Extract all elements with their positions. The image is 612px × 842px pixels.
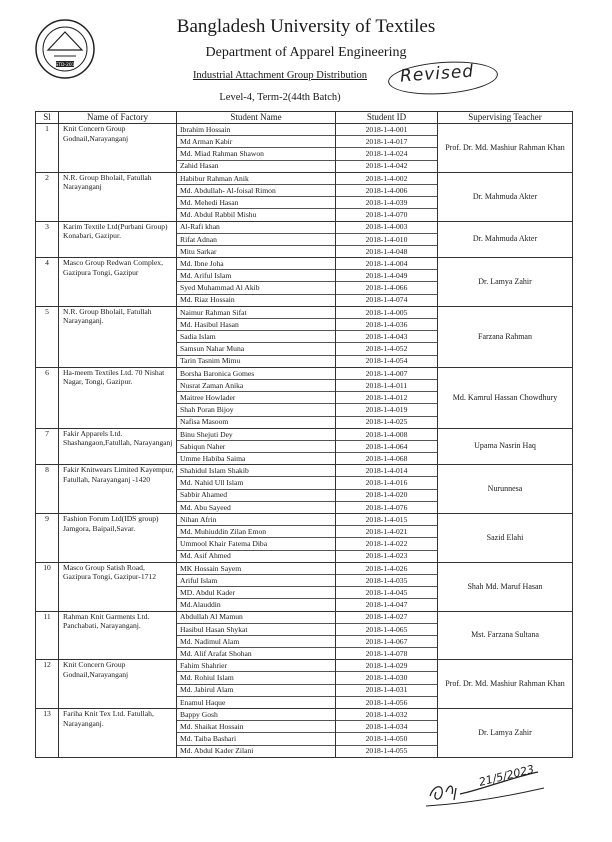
factory-cell: Fashion Forum Ltd(IDS group) Jamgora, Baipail,Savar.	[59, 514, 177, 563]
student-name: Syed Muhammad Al Akib	[177, 282, 335, 294]
student-name: Md.Alauddin	[180, 600, 221, 610]
batch-level: Level-4, Term-2(44th Batch)	[219, 92, 341, 103]
student-id-cell	[336, 306, 438, 367]
student-name: Borsha Baronica Gomes	[177, 368, 335, 380]
student-name: Ibrahim Hossain	[177, 124, 335, 136]
student-name: Habibur Rahman Anik	[177, 173, 335, 185]
student-name: Samsun Nahar Muna	[177, 343, 335, 355]
student-id: 2018-1-4-065	[336, 624, 437, 636]
document-subtitle: Industrial Attachment Group Distribution	[192, 70, 368, 81]
supervising-teacher-cell: Upama Nasrin Haq	[438, 428, 573, 465]
student-name: Hasibul Hasan Shykat	[177, 624, 335, 636]
col-header-student-id: Student ID	[336, 112, 438, 124]
student-id: 2018-1-4-050	[336, 733, 437, 745]
table-row	[36, 611, 573, 660]
student-name: Rifat Adnan	[177, 234, 335, 246]
student-id: 2018-1-4-016	[336, 477, 437, 489]
student-id: 2018-1-4-068	[365, 453, 408, 463]
student-name-cell	[177, 709, 336, 758]
col-header-factory: Name of Factory	[59, 112, 177, 124]
serial-cell: 7	[36, 428, 59, 465]
student-name-cell	[177, 611, 336, 660]
factory-cell: N.R. Group Bholail, Fatullah Narayanganj	[59, 172, 177, 221]
student-name: Md. Rohiul Islam	[177, 672, 335, 684]
student-name: MD. Abdul Kader	[177, 587, 335, 599]
factory-cell: Fariha Knit Tex Ltd. Fatullah, Narayanganj.	[59, 709, 177, 758]
serial-cell: 13	[36, 709, 59, 758]
student-name: Md. Abdul Kader Zilani	[180, 746, 254, 756]
table-row	[36, 465, 573, 514]
student-name: Nusrat Zaman Anika	[177, 380, 335, 392]
serial-cell: 5	[36, 306, 59, 367]
handwritten-signature	[420, 758, 550, 818]
serial-cell: 8	[36, 465, 59, 514]
student-id: 2018-1-4-002	[336, 173, 437, 185]
student-id: 2018-1-4-076	[365, 502, 408, 512]
student-name: Md. Alif Arafat Shohan	[180, 648, 252, 658]
student-id: 2018-1-4-043	[336, 331, 437, 343]
student-id: 2018-1-4-010	[336, 234, 437, 246]
student-name-cell	[177, 428, 336, 465]
student-id: 2018-1-4-022	[336, 538, 437, 550]
student-id-cell	[336, 562, 438, 611]
revised-note: Revised	[399, 61, 475, 87]
student-id: 2018-1-4-055	[365, 746, 408, 756]
student-name: Md. Shaikat Hossain	[177, 721, 335, 733]
student-name: Fahim Shahrier	[177, 660, 335, 672]
student-name: Md. Mehedi Hasan	[177, 197, 335, 209]
student-name: Md. Riaz Hossain	[180, 295, 235, 305]
student-id: 2018-1-4-030	[336, 672, 437, 684]
student-id-cell	[336, 124, 438, 173]
student-name: Enamul Haque	[180, 697, 226, 707]
student-id: 2018-1-4-007	[336, 368, 437, 380]
student-name: Md. Taiba Bashari	[177, 733, 335, 745]
student-name-cell	[177, 306, 336, 367]
seal-text: ESTD-2010	[52, 63, 78, 68]
factory-cell: Fakir Knitwears Limited Kayempur, Fatullah, Narayanganj -1420	[59, 465, 177, 514]
student-id: 2018-1-4-067	[336, 636, 437, 648]
student-name-cell	[177, 258, 336, 307]
table-row	[36, 258, 573, 307]
student-id-cell	[336, 221, 438, 258]
student-id: 2018-1-4-032	[336, 709, 437, 721]
col-header-teacher: Supervising Teacher	[438, 112, 573, 124]
student-id: 2018-1-4-017	[336, 136, 437, 148]
supervising-teacher-cell: Prof. Dr. Md. Mashiur Rahman Khan	[438, 660, 573, 709]
student-name: Md Arman Kabir	[177, 136, 335, 148]
serial-cell: 1	[36, 124, 59, 173]
serial-cell: 4	[36, 258, 59, 307]
supervising-teacher-cell: Md. Kamrul Hassan Chowdhury	[438, 367, 573, 428]
student-name: Md. Abu Sayeed	[180, 502, 231, 512]
student-name: Md. Asif Ahmed	[180, 551, 231, 561]
student-id-cell	[336, 465, 438, 514]
student-name: Mitu Sarkar	[180, 246, 217, 256]
university-title: Bangladesh University of Textiles	[176, 16, 436, 37]
student-id: 2018-1-4-019	[336, 404, 437, 416]
student-id: 2018-1-4-011	[336, 380, 437, 392]
factory-cell: Ha-meem Textiles Ltd. 70 Nishat Nagar, Tongi, Gazipur.	[59, 367, 177, 428]
student-name-cell	[177, 221, 336, 258]
student-id: 2018-1-4-027	[336, 612, 437, 624]
student-id: 2018-1-4-047	[365, 600, 408, 610]
department-title: Department of Apparel Engineering	[205, 45, 407, 60]
serial-cell: 2	[36, 172, 59, 221]
student-id: 2018-1-4-012	[336, 392, 437, 404]
supervising-teacher-cell: Nurunnesa	[438, 465, 573, 514]
col-header-student-name: Student Name	[177, 112, 336, 124]
student-name: Md. Muhiuddin Zilan Emon	[177, 526, 335, 538]
factory-cell: Knit Concern Group Godnail,Narayanganj	[59, 660, 177, 709]
student-id: 2018-1-4-025	[365, 417, 408, 427]
student-id: 2018-1-4-021	[336, 526, 437, 538]
supervising-teacher-cell: Prof. Dr. Md. Mashiur Rahman Khan	[438, 124, 573, 173]
student-id: 2018-1-4-049	[336, 270, 437, 282]
table-row	[36, 562, 573, 611]
student-name-cell	[177, 172, 336, 221]
student-name: Md. Nahid Ull Islam	[177, 477, 335, 489]
student-id-cell	[336, 172, 438, 221]
serial-cell: 11	[36, 611, 59, 660]
student-id: 2018-1-4-035	[336, 575, 437, 587]
table-row	[36, 172, 573, 221]
table-header-row	[36, 112, 573, 124]
student-name-cell	[177, 660, 336, 709]
student-id: 2018-1-4-034	[336, 721, 437, 733]
student-id-cell	[336, 514, 438, 563]
table-row	[36, 124, 573, 173]
student-name: Maitree Howlader	[177, 392, 335, 404]
student-name-cell	[177, 465, 336, 514]
student-id: 2018-1-4-008	[336, 429, 437, 441]
student-id: 2018-1-4-054	[365, 356, 408, 366]
student-id-cell	[336, 258, 438, 307]
student-name: Tarin Tasnim Mimu	[180, 356, 241, 366]
student-id: 2018-1-4-006	[336, 185, 437, 197]
student-name: Md. Abdullah- Al-foisal Rimon	[177, 185, 335, 197]
student-id: 2018-1-4-023	[365, 551, 408, 561]
student-name-cell	[177, 124, 336, 173]
factory-cell: Masco Group Redwan Complex, Gazipura Tongi, Gazipur	[59, 258, 177, 307]
factory-cell: Karim Textile Ltd(Purbani Group) Konabari, Gazipur.	[59, 221, 177, 258]
serial-cell: 9	[36, 514, 59, 563]
student-name: Sadia Islam	[177, 331, 335, 343]
supervising-teacher-cell: Farzana Rahman	[438, 306, 573, 367]
student-id: 2018-1-4-056	[365, 697, 408, 707]
supervising-teacher-cell: Dr. Lamya Zahir	[438, 258, 573, 307]
table-row	[36, 709, 573, 758]
student-name: Md. Abdul Rabbil Mishu	[180, 210, 257, 220]
supervising-teacher-cell: Mst. Farzana Sultana	[438, 611, 573, 660]
student-name: Sabiqun Naher	[177, 441, 335, 453]
student-id-cell	[336, 660, 438, 709]
student-id: 2018-1-4-036	[336, 319, 437, 331]
student-name: Md. Jabirul Alam	[177, 685, 335, 697]
student-id: 2018-1-4-029	[336, 660, 437, 672]
student-name: Md. Hasibul Hasan	[177, 319, 335, 331]
serial-cell: 3	[36, 221, 59, 258]
table-row	[36, 367, 573, 428]
student-id: 2018-1-4-066	[336, 282, 437, 294]
factory-cell: N.R. Group Bholail, Fatullah Narayanganj.	[59, 306, 177, 367]
student-name: Nafisa Masoom	[180, 417, 229, 427]
supervising-teacher-cell: Shah Md. Maruf Hasan	[438, 562, 573, 611]
table-row	[36, 221, 573, 258]
student-name: Zahid Hasan	[180, 161, 219, 171]
student-id: 2018-1-4-031	[336, 685, 437, 697]
signature-date: 21/5/2023	[477, 762, 536, 789]
supervising-teacher-cell: Sazid Elahi	[438, 514, 573, 563]
student-id: 2018-1-4-014	[336, 465, 437, 477]
student-id: 2018-1-4-042	[365, 161, 408, 171]
col-header-sl: Sl	[36, 112, 59, 124]
factory-cell: Rahman Knit Garments Ltd. Panchabati, Narayanganj.	[59, 611, 177, 660]
student-name: Shah Poran Bijoy	[177, 404, 335, 416]
student-id: 2018-1-4-048	[365, 246, 408, 256]
serial-cell: 6	[36, 367, 59, 428]
student-name: Umme Habiba Saima	[180, 453, 246, 463]
student-id: 2018-1-4-020	[336, 490, 437, 502]
student-name: Ariful Islam	[177, 575, 335, 587]
factory-cell: Knit Concern Group Godnail,Narayanganj	[59, 124, 177, 173]
student-id: 2018-1-4-005	[336, 307, 437, 319]
student-id: 2018-1-4-024	[336, 148, 437, 160]
student-name: Shahidul Islam Shakib	[177, 465, 335, 477]
student-name-cell	[177, 367, 336, 428]
student-name: Abdullah Al Mamun	[177, 612, 335, 624]
student-name: Ummool Khair Fatema Diba	[177, 538, 335, 550]
student-name-cell	[177, 514, 336, 563]
student-name: Naimur Rahman Sifat	[177, 307, 335, 319]
serial-cell: 12	[36, 660, 59, 709]
student-id: 2018-1-4-039	[336, 197, 437, 209]
student-id-cell	[336, 428, 438, 465]
student-name: Binu Shejuti Dey	[177, 429, 335, 441]
student-id: 2018-1-4-074	[365, 295, 408, 305]
table-row	[36, 514, 573, 563]
student-name: Sabbir Ahamed	[177, 490, 335, 502]
student-id: 2018-1-4-026	[336, 563, 437, 575]
supervising-teacher-cell: Dr. Mahmuda Akter	[438, 221, 573, 258]
student-id: 2018-1-4-078	[365, 648, 408, 658]
student-id: 2018-1-4-003	[336, 222, 437, 234]
student-id: 2018-1-4-001	[336, 124, 437, 136]
student-id: 2018-1-4-045	[336, 587, 437, 599]
student-name: Md. Nadimul Alam	[177, 636, 335, 648]
supervising-teacher-cell: Dr. Mahmuda Akter	[438, 172, 573, 221]
student-name: MK Hossain Sayem	[177, 563, 335, 575]
student-id: 2018-1-4-070	[365, 210, 408, 220]
supervising-teacher-cell: Dr. Lamya Zahir	[438, 709, 573, 758]
student-id: 2018-1-4-004	[336, 258, 437, 270]
table-row	[36, 428, 573, 465]
distribution-table	[35, 111, 573, 758]
factory-cell: Masco Group Satish Road, Gazipura Tongi, Gazipur-1712	[59, 562, 177, 611]
student-name: Md. Ariful Islam	[177, 270, 335, 282]
student-name: Md. Miad Rahman Shawon	[177, 148, 335, 160]
student-id: 2018-1-4-015	[336, 514, 437, 526]
student-id-cell	[336, 367, 438, 428]
student-id: 2018-1-4-064	[336, 441, 437, 453]
serial-cell: 10	[36, 562, 59, 611]
student-id: 2018-1-4-052	[336, 343, 437, 355]
student-name: Al-Rafi khan	[177, 222, 335, 234]
student-name: Bappy Gosh	[177, 709, 335, 721]
student-name: Md. Ibne Joha	[177, 258, 335, 270]
student-id-cell	[336, 709, 438, 758]
student-name: Nihan Afrin	[177, 514, 335, 526]
student-name-cell	[177, 562, 336, 611]
table-row	[36, 306, 573, 367]
student-id-cell	[336, 611, 438, 660]
factory-cell: Fakir Apparels Ltd. Shashangaon,Fatullah, Narayanganj	[59, 428, 177, 465]
table-row	[36, 660, 573, 709]
